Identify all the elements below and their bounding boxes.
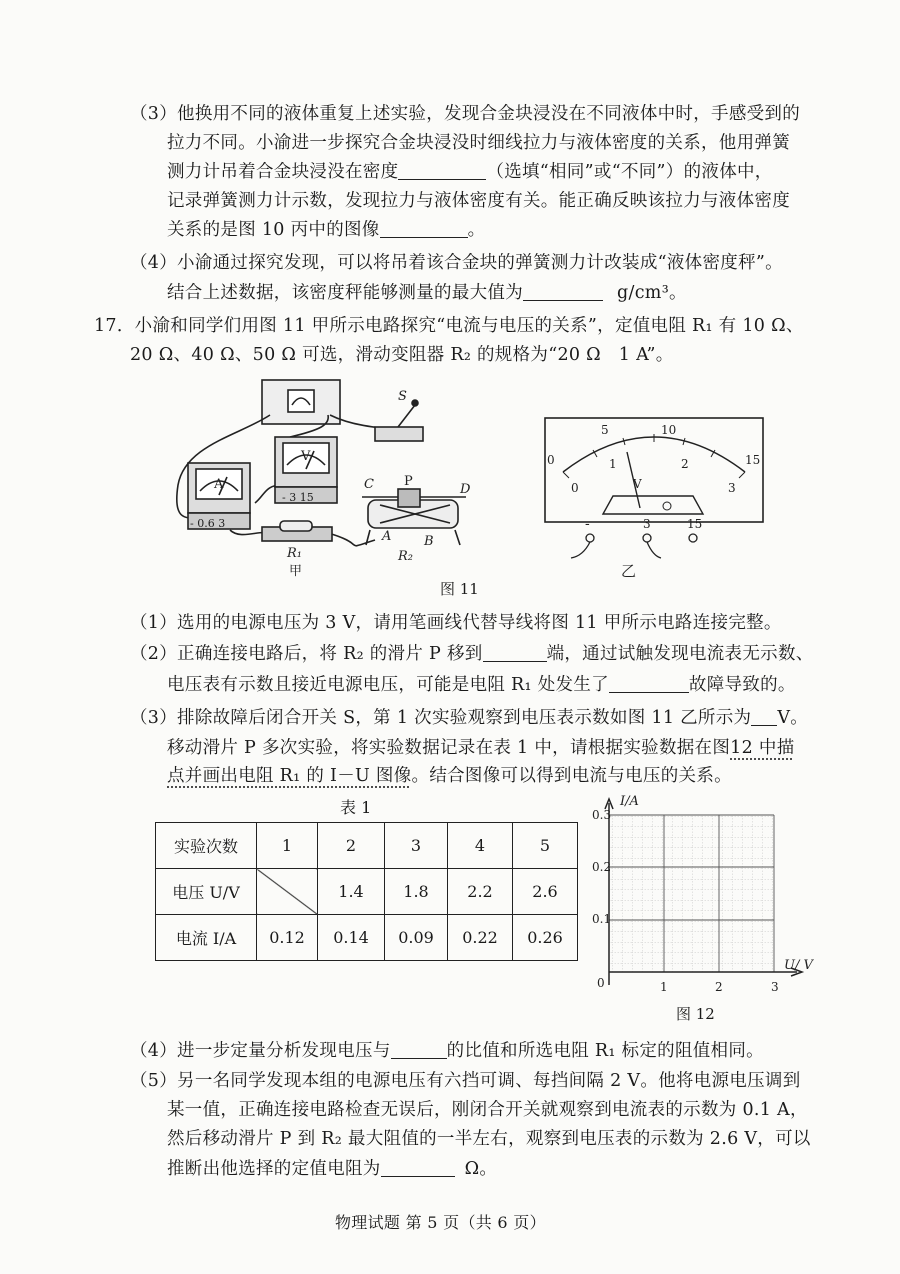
table-cell: 1.4 xyxy=(318,869,385,915)
q16-p4-line1: （4）小渝通过探究发现，可以将吊着该合金块的弹簧测力计改装成“液体密度秤”。 xyxy=(130,253,783,273)
figure-12-caption: 图 12 xyxy=(676,1005,715,1023)
label-b: B xyxy=(424,534,434,549)
q17-p3-line1 xyxy=(130,705,808,731)
table-cell: 2.6 xyxy=(513,869,578,915)
figure-11-circuit xyxy=(170,375,490,585)
table-cell: 0.26 xyxy=(513,915,578,961)
meter-bottom-tick-2: 2 xyxy=(681,457,689,471)
meter-top-tick-5: 5 xyxy=(601,423,609,437)
meter-terminal-3: 3 xyxy=(643,517,651,531)
fig12-xtick-1: 1 xyxy=(660,980,668,994)
label-yi: 乙 xyxy=(621,562,637,580)
meter-top-tick-0: 0 xyxy=(547,453,555,467)
ammeter-terminals: - 0.6 3 xyxy=(190,517,226,530)
q17-p3-line1-text-b: V。 xyxy=(777,708,809,728)
q17-p5-line3: 然后移动滑片 P 到 R₂ 最大阻值的一半左右，观察到电压表的示数为 2.6 V，可以 xyxy=(167,1129,811,1149)
q16-p3-line4: 记录弹簧测力计示数，发现拉力与液体密度有关。能正确反映该拉力与液体密度 xyxy=(167,191,790,211)
fig12-xtick-3: 3 xyxy=(771,980,779,994)
q17-p2-line2 xyxy=(167,672,796,698)
table-cell: 0.09 xyxy=(385,915,448,961)
q17-p5-line4-text-b: Ω。 xyxy=(464,1159,498,1179)
table-header-cell: 1 xyxy=(257,823,318,869)
q16-p4-line2-text-a: 结合上述数据，该密度秤能够测量的最大值为 xyxy=(167,283,523,303)
label-p: P xyxy=(404,474,413,489)
answer-blank-ratio-quantity[interactable] xyxy=(391,1040,447,1059)
q17-p3-line3 xyxy=(167,763,732,789)
answer-blank-same-or-different[interactable] xyxy=(398,161,486,180)
q17-p5-line4 xyxy=(167,1156,497,1182)
meter-symbol: V xyxy=(633,477,642,491)
label-switch-s: S xyxy=(398,389,407,404)
q16-p4-line2 xyxy=(167,280,687,306)
table-cell: 0.12 xyxy=(257,915,318,961)
q17-p3-line2-text-b: 12 中描 xyxy=(730,738,795,758)
figure-12-grid xyxy=(592,795,822,1005)
q16-p3-line3 xyxy=(167,159,773,185)
q16-p3-line3-text-a: 测力计吊着合金块浸没在密度 xyxy=(167,162,399,182)
q17-p2-line1-text-b: 端，通过试触发现电流表无示数、 xyxy=(546,644,814,664)
table-row-current xyxy=(156,915,578,961)
meter-top-tick-10: 10 xyxy=(661,423,677,437)
table-row-label: 电流 I/A xyxy=(156,915,257,961)
q17-p1: （1）选用的电源电压为 3 V，请用笔画线代替导线将图 11 甲所示电路连接完整。 xyxy=(130,613,782,633)
answer-blank-slider-end[interactable] xyxy=(483,643,547,662)
answer-blank-fault[interactable] xyxy=(609,674,689,693)
q17-p4 xyxy=(130,1038,764,1064)
answer-blank-graph[interactable] xyxy=(380,219,468,238)
table-header-cell: 5 xyxy=(513,823,578,869)
table-cell-blank-diagonal xyxy=(257,869,318,915)
ammeter-label: A xyxy=(214,477,224,492)
label-a: A xyxy=(382,529,392,544)
q17-stem-line2: 20 Ω、40 Ω、50 Ω 可选，滑动变阻器 R₂ 的规格为“20 Ω 1 A”。 xyxy=(130,345,674,365)
figure-11-caption: 图 11 xyxy=(440,580,479,598)
table-header-cell: 3 xyxy=(385,823,448,869)
fig12-xtick-2: 2 xyxy=(715,980,723,994)
table-header-row xyxy=(156,823,578,869)
meter-bottom-tick-0: 0 xyxy=(571,481,579,495)
q16-p3-line5 xyxy=(167,217,485,243)
q17-p5-line2: 某一值，正确连接电路检查无误后，刚闭合开关就观察到电流表的示数为 0.1 A， xyxy=(167,1100,808,1120)
table-header-cell: 4 xyxy=(448,823,513,869)
q17-p2-line2-text-a: 电压表有示数且接近电源电压，可能是电阻 R₁ 处发生了 xyxy=(167,675,609,695)
q17-stem-line1: 17．小渝和同学们用图 11 甲所示电路探究“电流与电压的关系”，定值电阻 R₁ 有 10 Ω、 xyxy=(94,316,804,336)
q17-p3-line1-text-a: （3）排除故障后闭合开关 S，第 1 次实验观察到电压表示数如图 11 乙所示为 xyxy=(130,708,752,728)
fig12-xlabel: U/ V xyxy=(784,958,813,973)
q16-p4-line2-text-b: g/cm³。 xyxy=(617,283,687,303)
fig12-ylabel: I/A xyxy=(620,794,639,809)
figure-11-voltmeter-face xyxy=(543,416,773,596)
q17-p5-line1: （5）另一名同学发现本组的电源电压有六挡可调、每挡间隔 2 V。他将电源电压调到 xyxy=(130,1071,801,1091)
label-r1: R₁ xyxy=(287,546,302,561)
q17-p5-line4-text-a: 推断出他选择的定值电阻为 xyxy=(167,1159,381,1179)
q16-p3-line5-text-b: 。 xyxy=(467,220,486,240)
fig12-ytick-0.3: 0.3 xyxy=(592,808,612,822)
answer-blank-max-density[interactable] xyxy=(523,282,603,301)
voltmeter-label: V xyxy=(301,449,311,464)
label-d: D xyxy=(460,482,471,497)
label-c: C xyxy=(364,477,374,492)
table-cell: 2.2 xyxy=(448,869,513,915)
q16-p3-line3-text-b: （选填“相同”或“不同”）的液体中， xyxy=(486,162,773,182)
data-table-1 xyxy=(155,822,578,961)
q17-p3-line3-text-b: 。结合图像可以得到电流与电压的关系。 xyxy=(411,766,732,786)
answer-blank-resistance[interactable] xyxy=(381,1158,455,1177)
q17-p4-text-b: 的比值和所选电阻 R₁ 标定的阻值相同。 xyxy=(446,1041,764,1061)
table-row-label: 电压 U/V xyxy=(156,869,257,915)
meter-terminal-15: 15 xyxy=(687,517,703,531)
q17-p2-line2-text-b: 故障导致的。 xyxy=(688,675,796,695)
fig12-ytick-0.2: 0.2 xyxy=(592,860,612,874)
table-cell: 0.22 xyxy=(448,915,513,961)
label-jia: 甲 xyxy=(289,564,303,579)
fig12-origin: 0 xyxy=(597,976,605,990)
meter-bottom-tick-1: 1 xyxy=(609,457,617,471)
q17-p3-line2 xyxy=(167,735,795,761)
table-header-cell: 实验次数 xyxy=(156,823,257,869)
q16-p3-line1: （3）他换用不同的液体重复上述实验，发现合金块浸没在不同液体中时，手感受到的 xyxy=(130,104,801,124)
q17-p2-line1 xyxy=(130,641,814,667)
answer-blank-voltage-reading[interactable] xyxy=(751,707,777,726)
label-r2: R₂ xyxy=(398,549,413,564)
q16-p3-line2: 拉力不同。小渝进一步探究合金块浸没时细线拉力与液体密度的关系，他用弹簧 xyxy=(167,133,790,153)
table-header-cell: 2 xyxy=(318,823,385,869)
fig12-ytick-0.1: 0.1 xyxy=(592,912,612,926)
table-cell: 0.14 xyxy=(318,915,385,961)
table-row-voltage xyxy=(156,869,578,915)
q17-p4-text-a: （4）进一步定量分析发现电压与 xyxy=(130,1041,391,1061)
q17-p3-line2-text-a: 移动滑片 P 多次实验，将实验数据记录在表 1 中，请根据实验数据在图 xyxy=(167,738,731,758)
q16-p3-line5-text-a: 关系的是图 10 丙中的图像 xyxy=(167,220,380,240)
voltmeter-terminals: - 3 15 xyxy=(282,491,314,504)
table-cell: 1.8 xyxy=(385,869,448,915)
meter-terminal-minus: - xyxy=(585,516,590,532)
meter-top-tick-15: 15 xyxy=(745,453,761,467)
q17-p3-line3-text-a: 点并画出电阻 R₁ 的 I－U 图像 xyxy=(167,766,412,786)
meter-bottom-tick-3: 3 xyxy=(728,481,736,495)
table-1-caption: 表 1 xyxy=(340,798,372,817)
page-footer: 物理试题 第 5 页（共 6 页） xyxy=(335,1213,546,1232)
q17-p2-line1-text-a: （2）正确连接电路后，将 R₂ 的滑片 P 移到 xyxy=(130,644,483,664)
